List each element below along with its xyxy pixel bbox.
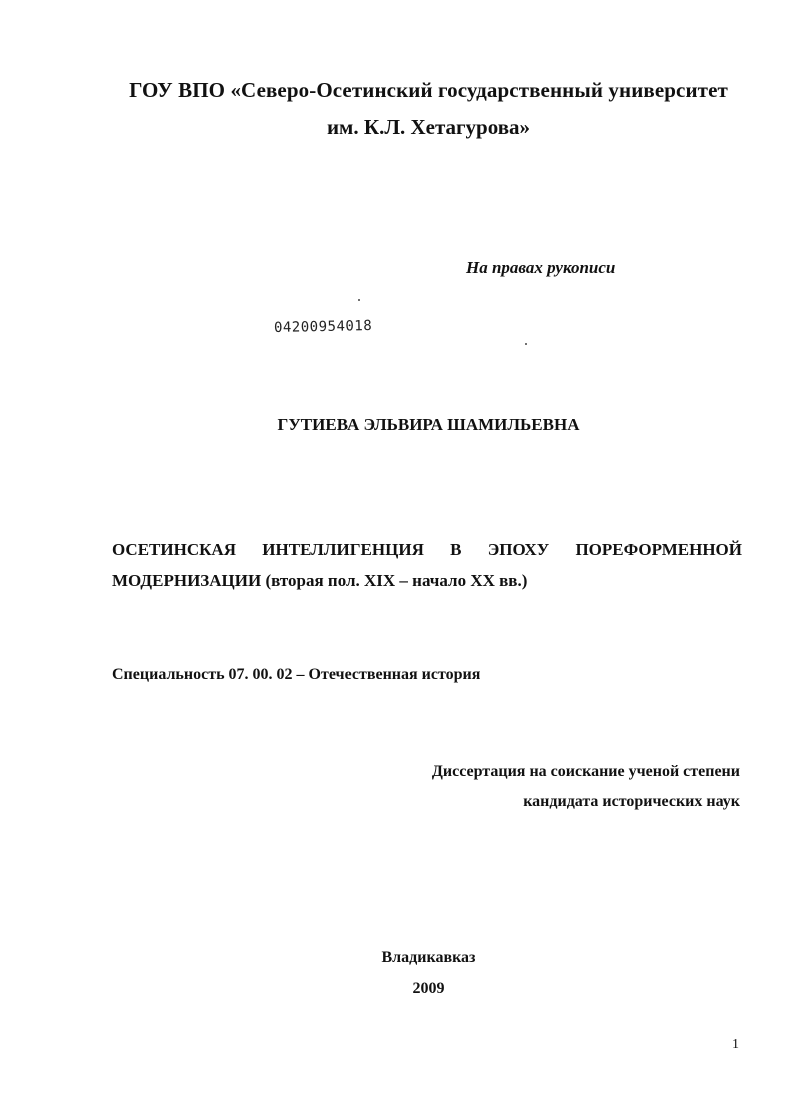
year: 2009	[412, 980, 445, 997]
institution-line-1: ГОУ ВПО «Северо-Осетинский государственный университет	[129, 78, 728, 102]
thesis-title-line-1: ОСЕТИНСКАЯ ИНТЕЛЛИГЕНЦИЯ В ЭПОХУ ПОРЕФОРМЕННОЙ	[112, 540, 742, 559]
institution-line-2: им. К.Л. Хетагурова»	[326, 115, 531, 139]
archive-stamp-number: 04200954018	[273, 317, 373, 336]
dissertation-line-1: Диссертация на соискание ученой степени	[431, 763, 740, 780]
city: Владикавказ	[381, 949, 476, 966]
scan-speck	[525, 343, 527, 345]
specialty-line: Специальность 07. 00. 02 – Отечественная история	[112, 666, 481, 683]
author-name: ГУТИЕВА ЭЛЬВИРА ШАМИЛЬЕВНА	[277, 415, 580, 434]
page-number: 1	[732, 1037, 739, 1052]
rights-notice: На правах рукописи	[466, 258, 616, 277]
thesis-title-line-2: МОДЕРНИЗАЦИИ (вторая пол. XIX – начало XX вв.)	[112, 571, 528, 590]
scan-speck	[358, 299, 360, 301]
dissertation-line-2: кандидата исторических наук	[523, 793, 740, 810]
